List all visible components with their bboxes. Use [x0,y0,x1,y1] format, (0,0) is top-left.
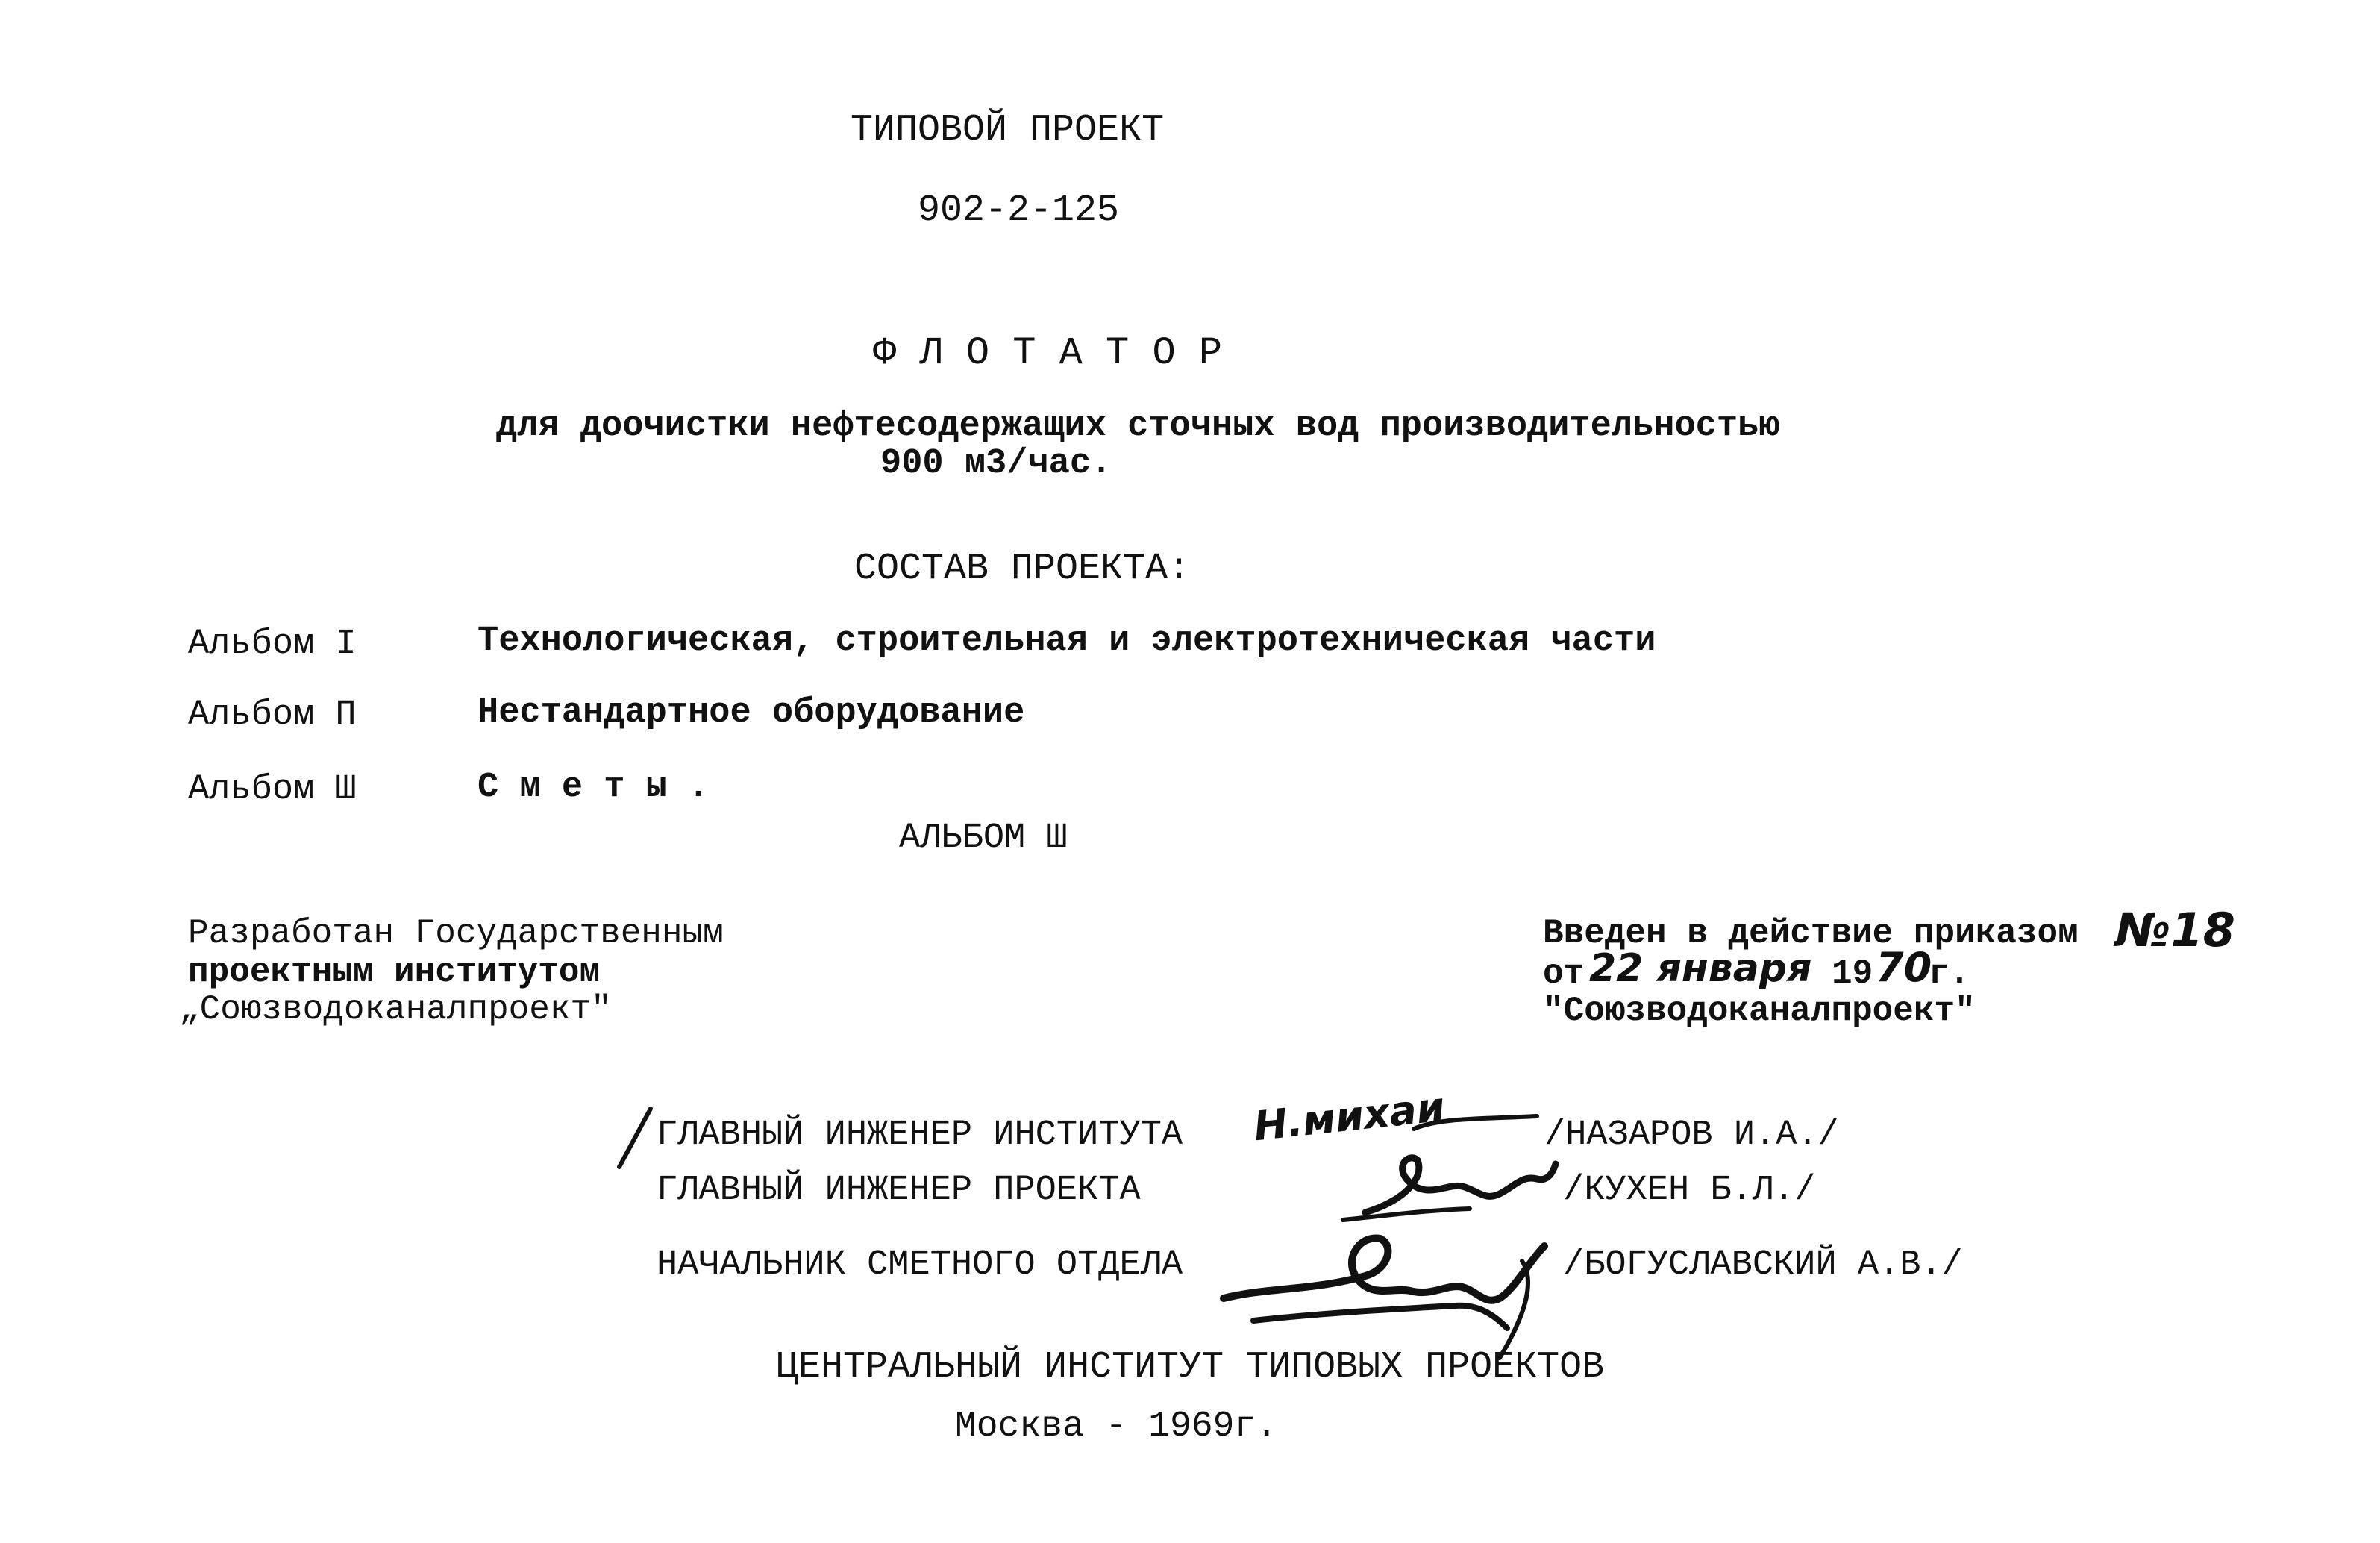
order-number: №18 [2115,903,2235,957]
product-title: Ф Л О Т А Т О Р [873,331,1223,375]
project-type-label: ТИПОВОЙ ПРОЕКТ [851,109,1165,151]
signatory-1-position: ГЛАВНЫЙ ИНЖЕНЕР ИНСТИТУТА [657,1115,1183,1155]
current-album-label: АЛЬБОМ Ш [899,819,1068,858]
developer-line-2: проектным институтом [188,953,601,992]
album-3-name: Альбом Ш [188,770,357,810]
enactment-year-prefix: 19 [1832,954,1873,993]
slash-mark [612,1104,657,1171]
signature-1: Н.михаи [1251,1083,1447,1151]
album-1-name: Альбом I [188,625,357,664]
signatory-2-name: /КУХЕН Б.Л./ [1563,1171,1816,1210]
publisher-name: ЦЕНТРАЛЬНЫЙ ИНСТИТУТ ТИПОВЫХ ПРОЕКТОВ [776,1346,1605,1389]
signature-1-stroke [1410,1103,1544,1148]
product-description-line-2: 900 м3/час. [880,444,1112,483]
album-2-content: Нестандартное оборудование [477,693,1025,733]
enactment-from-label: от [1543,954,1585,993]
signature-3 [1209,1216,1567,1365]
developer-line-1: Разработан Государственным [188,914,724,953]
signatory-3-position: НАЧАЛЬНИК СМЕТНОГО ОТДЕЛА [657,1245,1183,1285]
enactment-line-1: Введен в действие приказом [1543,914,2079,953]
enactment-year-suffix: г. [1929,954,1970,993]
product-description-line-1: для доочистки нефтесодержащих сточных вод производительностью [496,407,1780,446]
enactment-date-handwritten: 22 января [1589,946,1812,991]
project-number: 902-2-125 [918,190,1120,232]
signatory-2-position: ГЛАВНЫЙ ИНЖЕНЕР ПРОЕКТА [657,1171,1141,1210]
signatory-1-name: /НАЗАРОВ И.А./ [1544,1115,1839,1155]
enactment-line-3: "Союзводоканалпроект" [1543,992,1976,1030]
enactment-year-handwritten: 70 [1876,944,1932,991]
developer-line-3: „Союзводоканалпроект" [179,990,612,1029]
album-1-content: Технологическая, строительная и электротехническая части [477,622,1656,661]
composition-heading: СОСТАВ ПРОЕКТА: [854,548,1191,590]
signatory-3-name: /БОГУСЛАВСКИЙ А.В./ [1563,1245,1963,1285]
album-2-name: Альбом П [188,695,357,735]
album-3-content: С м е т ы . [477,768,710,807]
publisher-city-year: Москва - 1969г. [955,1406,1278,1447]
